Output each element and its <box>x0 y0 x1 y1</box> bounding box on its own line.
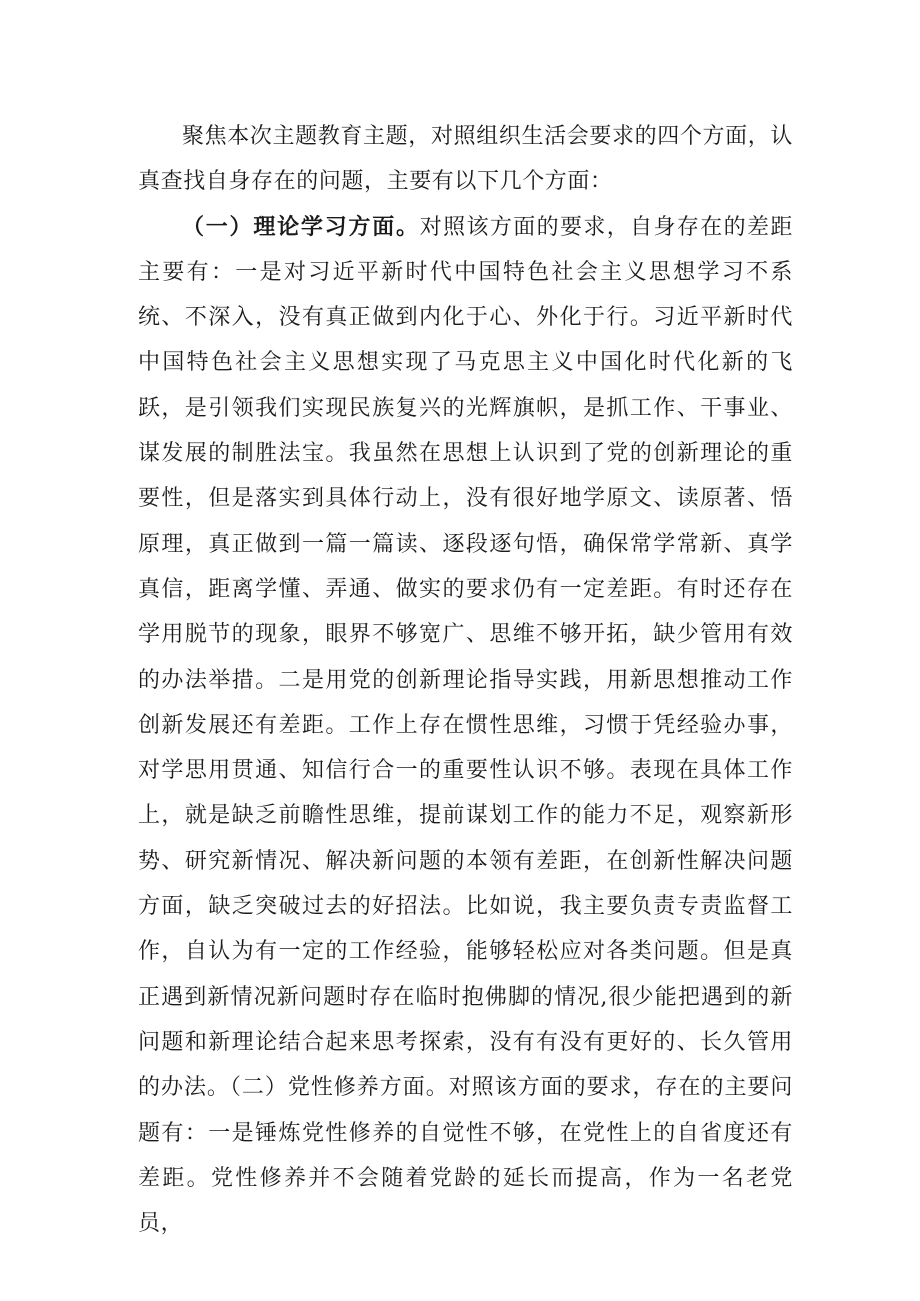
section-1-paragraph <box>138 205 793 1247</box>
document-body <box>138 114 793 1246</box>
intro-text: 聚焦本次主题教育主题，对照组织生活会要求的四个方面，认真查找自身存在的问题，主要有以下几个方面： <box>138 124 793 195</box>
section-1-heading: （一）理论学习方面。 <box>182 213 420 240</box>
intro-paragraph <box>138 114 793 205</box>
section-1-body: 对照该方面的要求，自身存在的差距主要有：一是对习近平新时代中国特色社会主义思想学习不系统、不深入，没有真正做到内化于心、外化于行。习近平新时代中国特色社会主义思想实现了马克思主义中国化时代化新的飞跃，是引领我们实现民族复兴的光辉旗帜，是抓工作、干事业、谋发展的制胜法宝。我虽然在思想上认识到了党的创新理论的重要性，但是落实到具体行动上，没有很好地学原文、读原著、悟原理，真正做到一篇一篇读、逐段逐句悟，确保常学常新、真学真信，距离学懂、弄通、做实的要求仍有一定差距。有时还存在学用脱节的现象，眼界不够宽广、思维不够开拓，缺少管用有效的办法举措。二是用党的创新理论指导实践，用新思想推动工作创新发展还有差距。工作上存在惯性思维，习惯于凭经验办事，对学思用贯通、知信行合一的重要性认识不够。表现在具体工作上，就是缺乏前瞻性思维，提前谋划工作的能力不足，观察新形势、研究新情况、解决新问题的本领有差距，在创新性解决问题方面，缺乏突破过去的好招法。比如说，我主要负责专责监督工作，自认为有一定的工作经验，能够轻松应对各类问题。但是真正遇到新情况新问题时存在临时抱佛脚的情况,很少能把遇到的新问题和新理论结合起来思考探索，没有有没有更好的、长久管用的办法。（二）党性修养方面。对照该方面的要求，存在的主要问题有：一是锤炼党性修养的自觉性不够，在党性上的自省度还有差距。党性修养并不会随着党龄的延长而提高，作为一名老党员， <box>138 214 793 1237</box>
